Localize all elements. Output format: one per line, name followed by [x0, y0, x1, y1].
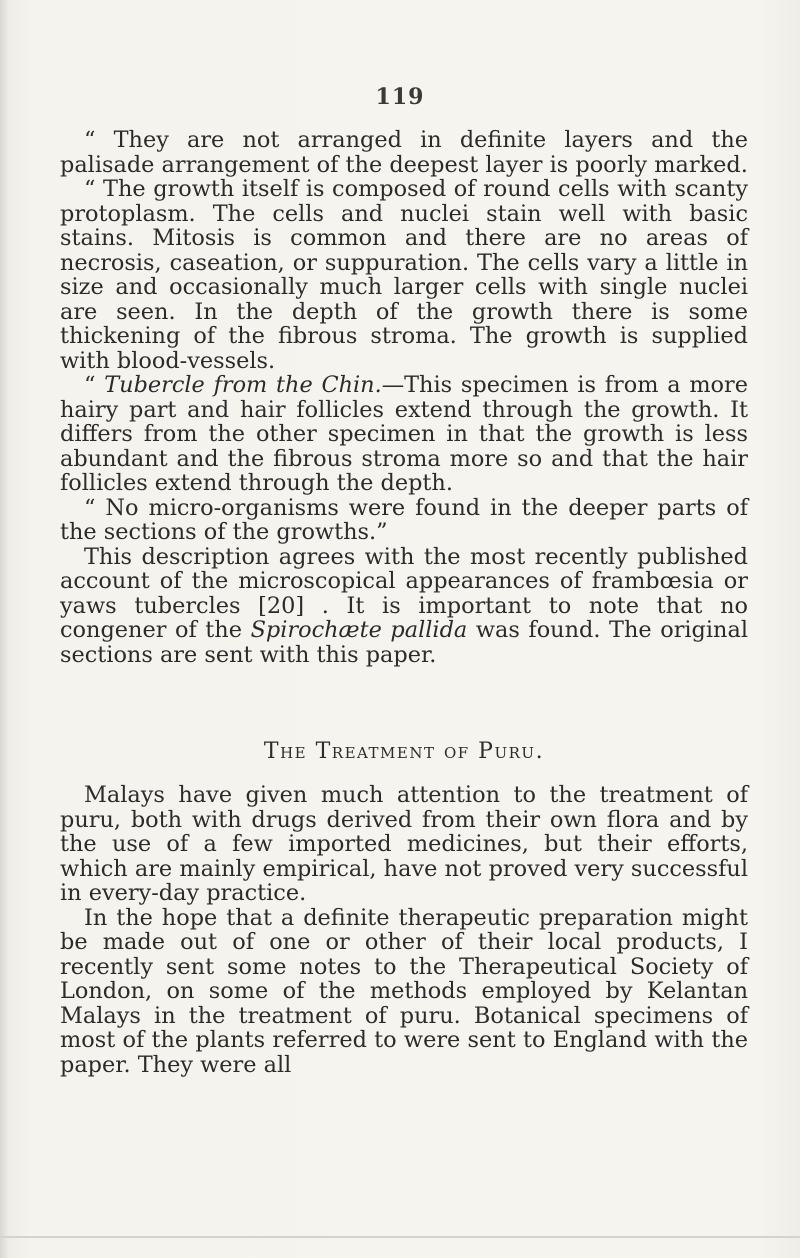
quote-mark: “: [84, 372, 105, 398]
paragraph-text: This description agrees with the most recently published account of the microscopical appearances of frambœsia or yaws tubercles [20] . It is important to note that no congener of the: [60, 543, 748, 643]
page-bottom-edge: [0, 1236, 800, 1238]
paragraph: “ The growth itself is composed of round cells with scanty protoplasm. The cells and nuclei stain well with basic stains. Mitosis is common and there are no areas of necrosis, caseation, or suppuration. The cells vary a little in size and occasionally much larger cells with single nuclei are seen. In the depth of the growth there is some thickening of the fibrous stroma. The growth is supplied with blood-vessels.: [60, 176, 748, 374]
body-text-bottom: [60, 783, 748, 1077]
italic-subheading: Tubercle from the Chin.: [104, 372, 382, 398]
paragraph-text: was found. The original sections are sent with this paper.: [60, 617, 748, 668]
paragraph: In the hope that a definite therapeutic preparation might be made out of one or other of their local products, I recently sent some notes to the Therapeutical Society of London, on some of the methods employed by Kelantan Malays in the treatment of puru. Botanical specimens of most of the plants referred to were sent to England with the paper. They were all: [60, 904, 748, 1078]
paragraph: [60, 373, 748, 496]
paragraph: “ They are not arranged in definite layers and the palisade arrangement of the deepest layer is poorly marked.: [60, 127, 748, 178]
page-number: 119: [375, 84, 425, 110]
paragraph: Malays have given much attention to the treatment of puru, both with drugs derived from their own flora and by the use of a few imported medicines, but their efforts, which are mainly empirical, have not proved very successful in every-day practice.: [60, 782, 748, 906]
page-edge-shadow: [0, 0, 8, 1258]
section-heading: The Treatment of Puru.: [263, 739, 545, 764]
paragraph-text: —This specimen is from a more hairy part and hair follicles extend through the growth. It differs from the other specimen in that the growth is less abundant and the fibrous stroma more so and that the hair follicles extend through the depth.: [60, 372, 748, 496]
italic-term: Spirochæte pallida: [250, 617, 468, 643]
paragraph: “ No micro-organisms were found in the deeper parts of the sections of the growths.”: [60, 494, 748, 545]
body-text-top: [60, 128, 748, 667]
paragraph: [60, 545, 748, 668]
